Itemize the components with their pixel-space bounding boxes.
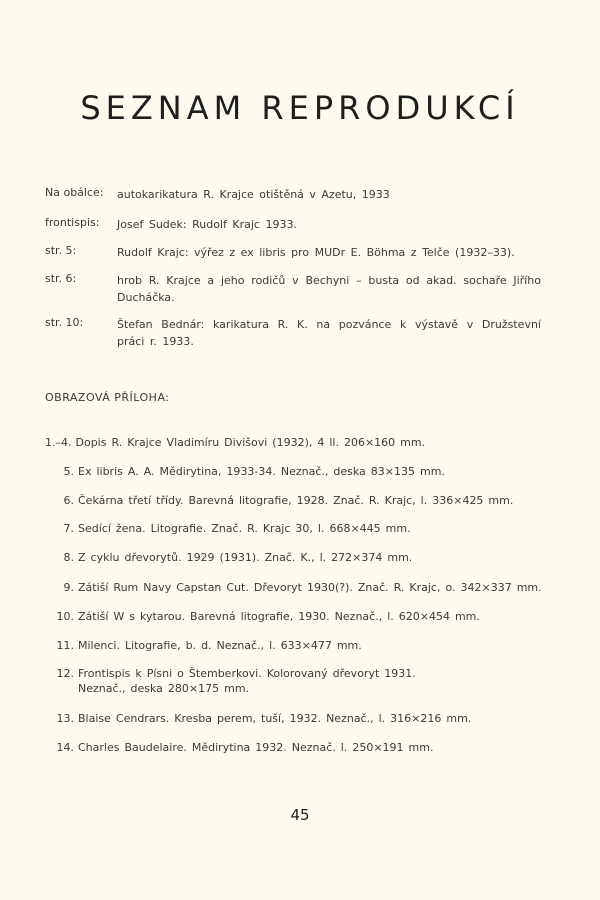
page-title: SEZNAM REPRODUKCÍ: [80, 89, 520, 128]
list-item: [45, 740, 565, 755]
plate-text: Dopis R. Krajce Vladimíru Divišovi (1932), 4 ll. 206×160 mm.: [75, 436, 426, 449]
list-item: [45, 521, 565, 536]
list-item: [45, 580, 565, 595]
meta-label: str. 10:: [45, 316, 84, 329]
meta-label: str. 5:: [45, 244, 77, 257]
plate-number: 9.: [63, 581, 74, 594]
plate-text-continuation: Neznač., deska 280×175 mm.: [78, 682, 250, 695]
meta-value: hrob R. Krajce a jeho rodičů v Bechyni – busta od akad. sochaře Jiřího Ducháčka.: [117, 274, 541, 304]
list-item: [45, 550, 565, 565]
plate-text: Charles Baudelaire. Mědirytina 1932. Neznač. l. 250×191 mm.: [78, 741, 434, 754]
list-item: [45, 609, 565, 624]
meta-value: Josef Sudek: Rudolf Krajc 1933.: [117, 218, 297, 231]
plate-text: Ex libris A. A. Mědirytina, 1933-34. Neznač., deska 83×135 mm.: [78, 465, 445, 478]
meta-value: Štefan Bednár: karikatura R. K. na pozvánce k výstavě v Družstevní práci r. 1933.: [117, 318, 541, 348]
list-item: [45, 435, 565, 450]
plate-number: 8.: [63, 551, 74, 564]
list-item: [45, 464, 565, 479]
list-item: [45, 666, 565, 696]
plate-number: 7.: [63, 522, 74, 535]
plate-number: 5.: [63, 465, 74, 478]
meta-value: Rudolf Krajc: výřez z ex libris pro MUDr E. Böhma z Telče (1932–33).: [117, 246, 515, 259]
meta-label: Na obálce:: [45, 186, 104, 199]
plate-number: 6.: [63, 494, 74, 507]
plate-number: 1.–4.: [45, 436, 72, 449]
meta-value: autokarikatura R. Krajce otištěná v Azetu, 1933: [117, 188, 390, 201]
plate-number: 11.: [56, 639, 74, 652]
plate-number: 10.: [56, 610, 74, 623]
page-number: 45: [290, 806, 310, 824]
plate-text: Frontispis k Písni o Štemberkovi. Kolorovaný dřevoryt 1931.: [78, 667, 416, 680]
plate-number: 12.: [56, 667, 74, 680]
plate-text: Zátiší Rum Navy Capstan Cut. Dřevoryt 1930(?). Znač. R. Krajc, o. 342×337 mm.: [78, 581, 542, 594]
plate-text: Sedící žena. Litografie. Znač. R. Krajc 30, l. 668×445 mm.: [78, 522, 411, 535]
plate-text: Z cyklu dřevorytů. 1929 (1931). Znač. K., l. 272×374 mm.: [78, 551, 413, 564]
section-heading: OBRAZOVÁ PŘÍLOHA:: [45, 391, 170, 404]
plate-text: Blaise Cendrars. Kresba perem, tuší, 1932. Neznač., l. 316×216 mm.: [78, 712, 472, 725]
list-item: [45, 493, 565, 508]
plate-text: Milenci. Litografie, b. d. Neznač., l. 633×477 mm.: [78, 639, 362, 652]
plate-number: 13.: [56, 712, 74, 725]
list-item: [45, 638, 565, 653]
plate-text: Čekárna třetí třídy. Barevná litografie, 1928. Znač. R. Krajc, l. 336×425 mm.: [78, 494, 514, 507]
list-item: [45, 711, 565, 726]
meta-label: frontispis:: [45, 216, 100, 229]
plate-number: 14.: [56, 741, 74, 754]
meta-label: str. 6:: [45, 272, 77, 285]
plate-text: Zátiší W s kytarou. Barevná litografie, 1930. Neznač., l. 620×454 mm.: [78, 610, 480, 623]
